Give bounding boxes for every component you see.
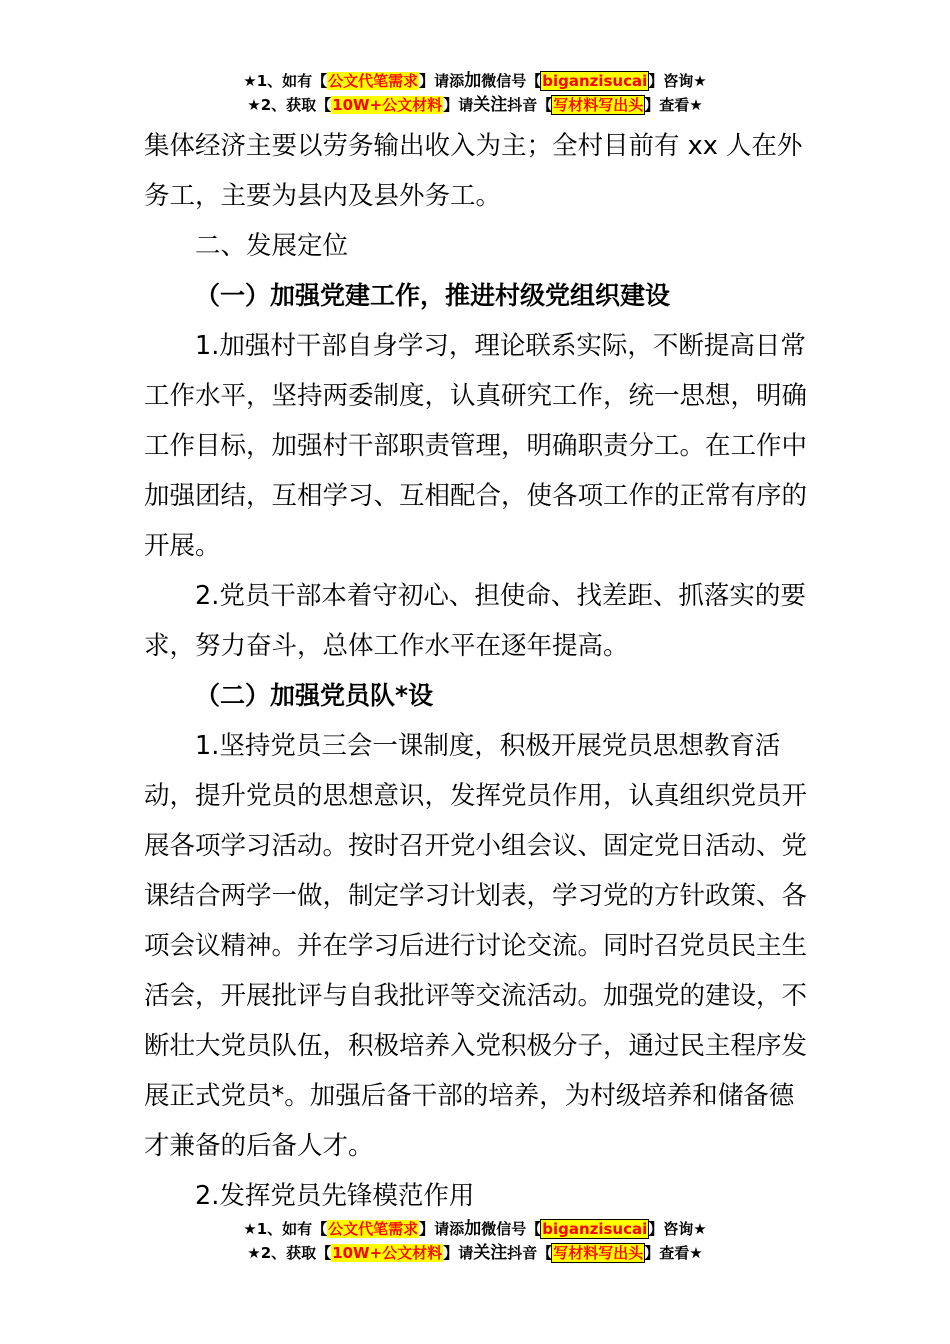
- footer-notice: [0, 1217, 950, 1265]
- notice-emphasis: 加: [464, 1219, 482, 1239]
- notice-text: 】查看★: [644, 96, 703, 114]
- highlight-douyin-account: 写材料写出头: [553, 1244, 644, 1262]
- notice-text: ★2、获取【: [247, 96, 332, 114]
- highlight-douyin-account: 写材料写出头: [553, 96, 644, 114]
- section-heading: 二、发展定位: [195, 231, 349, 261]
- highlight-materials: 10W+公文材料: [332, 96, 443, 114]
- document-body: [144, 121, 808, 1221]
- header-notice: [0, 69, 950, 117]
- paragraph: 1.坚持党员三会一课制度，积极开展党员思想教育活动，提升党员的思想意识，发挥党员作用，认真组织党员开展各项学习活动。按时召开党小组会议、固定党日活动、党课结合两学一做，制定学习计划表，学习党的方针政策、各项会议精神。并在学习后进行讨论交流。同时召党员民主生活会，开展批评与自我批评等交流活动。加强党的建设，不断壮大党员队伍，积极培养入党积极分子，通过民主程序发展正式党员*。加强后备干部的培养，为村级培养和储备德才兼备的后备人才。: [144, 731, 808, 1161]
- body-line: 集体经济主要以劳务输出收入为主；全村目前有 xx 人在外: [144, 131, 803, 161]
- highlight-wechat-id: biganzisucai: [542, 1220, 648, 1238]
- notice-text: 微信号【: [481, 72, 542, 90]
- highlight-service: 公文代笔需求: [328, 1220, 419, 1238]
- notice-text: 抖音【: [507, 96, 553, 114]
- notice-text: ★1、如有【: [243, 1220, 328, 1238]
- subsection-heading: （一）加强党建工作，推进村级党组织建设: [195, 281, 671, 310]
- notice-text: 】请: [443, 96, 474, 114]
- highlight-wechat-id: biganzisucai: [542, 72, 648, 90]
- notice-text: 】请添: [419, 1220, 465, 1238]
- notice-text: 】咨询★: [648, 72, 707, 90]
- body-line: 务工，主要为县内及县外务工。: [144, 181, 502, 211]
- paragraph: 2.党员干部本着守初心、担使命、找差距、抓落实的要求，努力奋斗，总体工作水平在逐年提高。: [144, 581, 806, 661]
- notice-emphasis: 加: [464, 71, 482, 91]
- notice-text: 抖音【: [507, 1244, 553, 1262]
- notice-line-1: [0, 69, 950, 93]
- notice-text: 】咨询★: [648, 1220, 707, 1238]
- notice-text: 】请添: [419, 72, 465, 90]
- paragraph: 2.发挥党员先锋模范作用: [195, 1181, 475, 1211]
- notice-emphasis: 关注: [473, 95, 508, 115]
- notice-text: 】请: [443, 1244, 474, 1262]
- subsection-heading: （二）加强党员队*设: [195, 681, 434, 710]
- notice-text: 微信号【: [481, 1220, 542, 1238]
- highlight-materials: 10W+公文材料: [332, 1244, 443, 1262]
- notice-emphasis: 关注: [473, 1243, 508, 1263]
- notice-text: 】查看★: [644, 1244, 703, 1262]
- highlight-service: 公文代笔需求: [328, 72, 419, 90]
- notice-line-1: [0, 1217, 950, 1241]
- notice-text: ★1、如有【: [243, 72, 328, 90]
- notice-line-2: [0, 1241, 950, 1265]
- notice-text: ★2、获取【: [247, 1244, 332, 1262]
- paragraph: 1.加强村干部自身学习，理论联系实际，不断提高日常工作水平，坚持两委制度，认真研究工作，统一思想，明确工作目标，加强村干部职责管理，明确职责分工。在工作中加强团结，互相学习、互相配合，使各项工作的正常有序的开展。: [144, 331, 808, 561]
- notice-line-2: [0, 93, 950, 117]
